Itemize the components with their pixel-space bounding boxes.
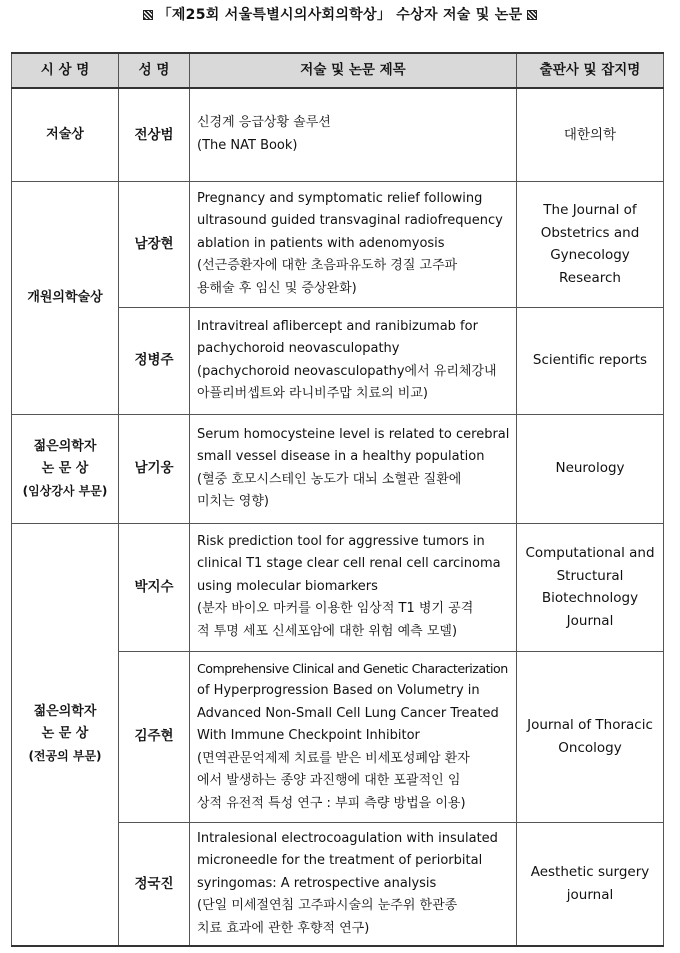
publisher-line: Gynecology bbox=[550, 247, 630, 263]
title-line: (분자 바이오 마커를 이용한 임상적 T1 병기 공격 bbox=[197, 601, 474, 617]
title-line: using molecular biomarkers bbox=[197, 578, 378, 594]
title-line: 미치는 영향) bbox=[197, 494, 269, 509]
title-line: syringomas: A retrospective analysis bbox=[197, 875, 437, 891]
paper-title-cell bbox=[190, 651, 517, 822]
header-publisher: 출판사 및 잡지명 bbox=[517, 53, 664, 88]
publisher-cell bbox=[517, 88, 664, 181]
publisher-cell bbox=[517, 181, 664, 307]
award-name: 젊은의학자 bbox=[33, 704, 97, 720]
title-line: (선근증환자에 대한 초음파유도하 경질 고주파 bbox=[197, 258, 458, 274]
award-cell bbox=[12, 88, 119, 181]
title-line: With Immune Checkpoint Inhibitor bbox=[197, 728, 420, 744]
publisher-cell bbox=[517, 523, 664, 651]
title-line: 적 투명 세포 신세포암에 대한 위험 예측 모델) bbox=[197, 623, 458, 639]
paper-title-cell bbox=[190, 307, 517, 414]
table-header-row bbox=[12, 53, 664, 88]
paper-title-cell bbox=[190, 822, 517, 946]
publisher-line: Journal of Thoracic bbox=[527, 717, 653, 733]
hatched-square-icon bbox=[527, 10, 537, 20]
title-line: Risk prediction tool for aggressive tumors in bbox=[197, 533, 485, 549]
publisher-cell bbox=[517, 651, 664, 822]
award-cell bbox=[12, 414, 119, 523]
table-row bbox=[12, 181, 664, 307]
publisher-line: Research bbox=[559, 269, 621, 286]
header-award: 시 상 명 bbox=[12, 53, 119, 88]
award-cell bbox=[12, 523, 119, 946]
publisher-line: 대한의학 bbox=[563, 126, 617, 143]
award-name: 논 문 상 bbox=[41, 460, 89, 476]
winner-name: 전상범 bbox=[119, 88, 190, 181]
publisher-line: Obstetrics and bbox=[540, 224, 640, 241]
header-title: 저술 및 논문 제목 bbox=[190, 53, 517, 88]
paper-title-cell bbox=[190, 88, 517, 181]
title-line: Pregnancy and symptomatic relief following bbox=[197, 190, 483, 206]
winner-name: 남장현 bbox=[119, 181, 190, 307]
table-row bbox=[12, 414, 664, 523]
title-line: Intravitreal aflibercept and ranibizumab for bbox=[197, 318, 478, 334]
award-name: 논 문 상 bbox=[41, 726, 89, 742]
paper-title-cell bbox=[190, 414, 517, 523]
publisher-line: The Journal of bbox=[543, 202, 637, 218]
title-line: 치료 효과에 관한 후향적 연구) bbox=[197, 920, 370, 936]
publisher-line: Structural bbox=[556, 567, 624, 584]
winner-name: 정병주 bbox=[119, 307, 190, 414]
publisher-cell bbox=[517, 822, 664, 946]
publisher-line: Neurology bbox=[555, 460, 625, 477]
title-line: Intralesional electrocoagulation with insulated bbox=[197, 830, 498, 846]
title-line: Serum homocysteine level is related to cerebral bbox=[197, 426, 510, 442]
publisher-line: journal bbox=[566, 886, 614, 903]
header-name: 성 명 bbox=[119, 53, 190, 88]
title-line: microneedle for the treatment of periorbital bbox=[197, 853, 483, 868]
winner-name: 박지수 bbox=[119, 523, 190, 651]
title-line: (면역관문억제제 치료를 받은 비세포성폐암 환자 bbox=[197, 750, 470, 766]
document-title bbox=[0, 4, 680, 24]
publisher-line: Computational and bbox=[525, 545, 655, 561]
winner-name: 정국진 bbox=[119, 822, 190, 946]
table-row bbox=[12, 523, 664, 651]
title-line: 용해술 후 임신 및 증상완화) bbox=[197, 280, 357, 296]
publisher-line: Oncology bbox=[558, 739, 622, 756]
award-name: 개원의학술상 bbox=[27, 289, 103, 305]
award-name: 젊은의학자 bbox=[33, 438, 97, 454]
paper-title-cell bbox=[190, 523, 517, 651]
title-line: 신경계 응급상황 솔루션 bbox=[197, 115, 331, 131]
title-line: (단일 미세절연침 고주파시술의 눈주위 한관종 bbox=[197, 898, 458, 913]
award-name: 저술상 bbox=[46, 126, 84, 142]
winner-name: 김주현 bbox=[119, 651, 190, 822]
awards-table bbox=[11, 52, 664, 947]
publisher-line: Scientific reports bbox=[532, 352, 648, 369]
title-text: 「제25회 서울특별시의사회의학상」 수상자 저술 및 논문 bbox=[157, 7, 523, 23]
award-cell bbox=[12, 181, 119, 414]
title-line: small vessel disease in a healthy population bbox=[197, 449, 485, 464]
table-row bbox=[12, 88, 664, 181]
publisher-cell bbox=[517, 307, 664, 414]
paper-title-cell bbox=[190, 181, 517, 307]
title-line: 상적 유전적 특성 연구 : 부피 측량 방법을 이용) bbox=[197, 795, 466, 811]
publisher-cell bbox=[517, 414, 664, 523]
title-line: clinical T1 stage clear cell renal cell carcinoma bbox=[197, 556, 501, 572]
publisher-line: Biotechnology bbox=[541, 590, 639, 606]
title-line: (The NAT Book) bbox=[197, 137, 298, 153]
title-line: (pachychoroid neovasculopathy에서 유리체강내 bbox=[197, 363, 497, 379]
title-line: Advanced Non-Small Cell Lung Cancer Treated bbox=[197, 705, 499, 721]
title-line: 아플리버셉트와 라니비주맙 치료의 비교) bbox=[197, 386, 428, 401]
title-line: 에서 발생하는 종양 과진행에 대한 포괄적인 임 bbox=[197, 773, 461, 789]
award-category: (전공의 부문) bbox=[28, 749, 102, 764]
title-line: pachychoroid neovasculopathy bbox=[197, 341, 400, 356]
title-line: (혈중 호모시스테인 농도가 대뇌 소혈관 질환에 bbox=[197, 471, 462, 487]
title-line: Comprehensive Clinical and Genetic Characterization bbox=[197, 660, 508, 676]
hatched-square-icon bbox=[143, 10, 153, 20]
publisher-line: Aesthetic surgery bbox=[530, 864, 650, 881]
award-category: (임상강사 부문) bbox=[22, 483, 108, 498]
title-line: ablation in patients with adenomyosis bbox=[197, 235, 445, 251]
title-line: ultrasound guided transvaginal radiofrequency bbox=[197, 213, 503, 229]
publisher-line: Journal bbox=[566, 612, 614, 629]
winner-name: 남기웅 bbox=[119, 414, 190, 523]
title-line: of Hyperprogression Based on Volumetry in bbox=[197, 683, 480, 699]
